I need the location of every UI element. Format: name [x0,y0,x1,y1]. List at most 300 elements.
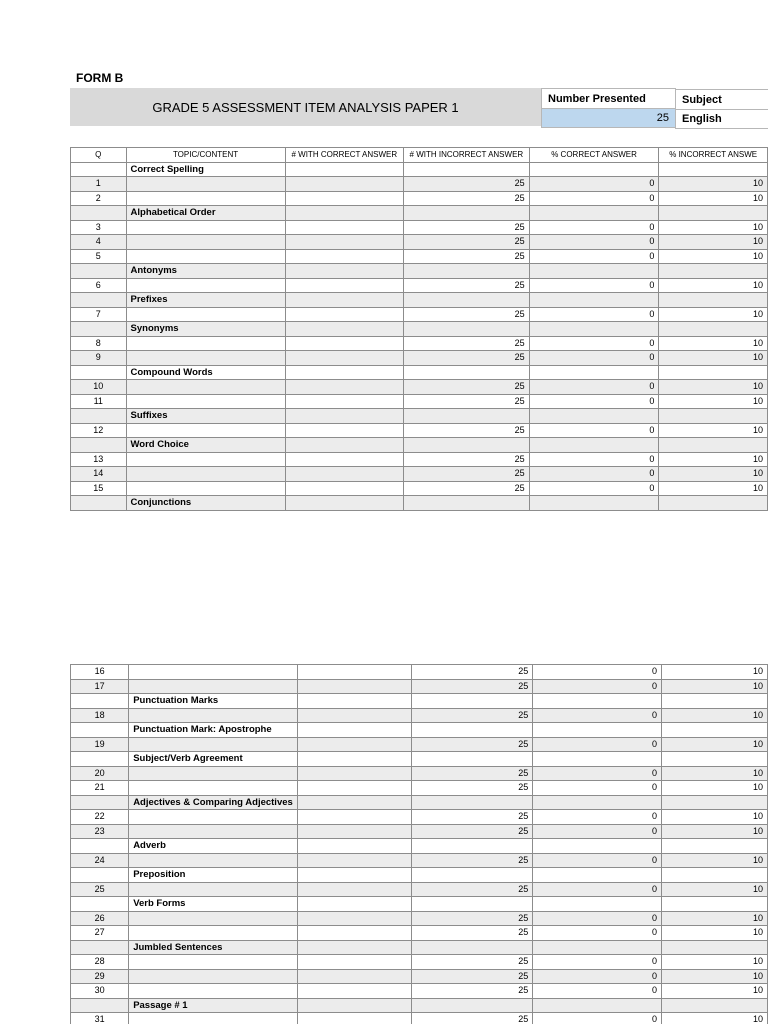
cell-incorrect-count[interactable]: 25 [411,853,532,868]
cell-percent-correct[interactable]: 0 [533,766,662,781]
cell-percent-incorrect[interactable]: 10 [659,278,768,293]
cell-incorrect-count[interactable] [411,795,532,810]
cell-percent-incorrect[interactable] [661,795,767,810]
cell-correct-count[interactable] [297,766,411,781]
cell-percent-incorrect[interactable]: 10 [661,679,767,694]
cell-question-number[interactable]: 14 [71,467,127,482]
number-presented-label[interactable]: Number Presented [541,88,676,109]
cell-percent-correct[interactable] [529,496,659,511]
cell-correct-count[interactable] [297,998,411,1013]
cell-correct-count[interactable] [297,1013,411,1024]
cell-topic[interactable] [126,336,285,351]
cell-topic[interactable] [126,394,285,409]
cell-question-number[interactable]: 11 [71,394,127,409]
cell-percent-incorrect[interactable]: 10 [659,307,768,322]
cell-question-number[interactable] [71,206,127,221]
cell-percent-correct[interactable] [529,264,659,279]
cell-incorrect-count[interactable]: 25 [411,708,532,723]
cell-question-number[interactable]: 17 [71,679,129,694]
cell-percent-incorrect[interactable] [659,496,768,511]
cell-percent-incorrect[interactable] [659,293,768,308]
cell-percent-correct[interactable]: 0 [529,423,659,438]
cell-incorrect-count[interactable]: 25 [404,423,530,438]
cell-incorrect-count[interactable] [404,162,530,177]
column-header-q[interactable]: Q [71,148,127,163]
cell-incorrect-count[interactable] [404,438,530,453]
cell-incorrect-count[interactable]: 25 [411,781,532,796]
cell-percent-correct[interactable] [529,293,659,308]
cell-topic[interactable] [129,853,298,868]
subject-label[interactable]: Subject [675,89,768,110]
cell-topic[interactable]: Punctuation Marks [129,694,298,709]
cell-topic[interactable]: Adjectives & Comparing Adjectives [129,795,298,810]
column-header-correct-count[interactable]: # WITH CORRECT ANSWER [285,148,404,163]
cell-correct-count[interactable] [285,177,404,192]
cell-percent-correct[interactable]: 0 [533,882,662,897]
cell-incorrect-count[interactable]: 25 [404,394,530,409]
cell-topic[interactable]: Synonyms [126,322,285,337]
cell-percent-correct[interactable]: 0 [529,452,659,467]
cell-correct-count[interactable] [285,394,404,409]
cell-question-number[interactable] [71,293,127,308]
cell-percent-incorrect[interactable]: 10 [661,1013,767,1024]
cell-percent-incorrect[interactable]: 10 [659,191,768,206]
cell-topic[interactable] [129,1013,298,1024]
cell-incorrect-count[interactable]: 25 [411,969,532,984]
cell-question-number[interactable]: 5 [71,249,127,264]
cell-correct-count[interactable] [297,897,411,912]
cell-percent-correct[interactable]: 0 [529,351,659,366]
cell-percent-incorrect[interactable] [661,694,767,709]
cell-percent-incorrect[interactable]: 10 [659,467,768,482]
cell-question-number[interactable]: 15 [71,481,127,496]
cell-incorrect-count[interactable]: 25 [411,665,532,680]
cell-percent-incorrect[interactable]: 10 [661,665,767,680]
cell-topic[interactable] [126,452,285,467]
cell-correct-count[interactable] [285,235,404,250]
cell-question-number[interactable]: 29 [71,969,129,984]
cell-topic[interactable] [129,665,298,680]
column-header-percent-incorrect[interactable]: % INCORRECT ANSWE [659,148,768,163]
cell-percent-correct[interactable]: 0 [533,679,662,694]
cell-incorrect-count[interactable]: 25 [404,191,530,206]
cell-incorrect-count[interactable] [411,868,532,883]
cell-question-number[interactable] [71,795,129,810]
cell-correct-count[interactable] [285,423,404,438]
cell-percent-incorrect[interactable]: 10 [661,955,767,970]
cell-incorrect-count[interactable]: 25 [404,336,530,351]
cell-question-number[interactable]: 12 [71,423,127,438]
cell-percent-correct[interactable]: 0 [533,665,662,680]
cell-incorrect-count[interactable] [404,365,530,380]
cell-correct-count[interactable] [285,249,404,264]
cell-correct-count[interactable] [297,723,411,738]
cell-incorrect-count[interactable]: 25 [404,235,530,250]
cell-question-number[interactable] [71,438,127,453]
cell-percent-incorrect[interactable]: 10 [659,380,768,395]
cell-percent-correct[interactable] [533,998,662,1013]
cell-topic[interactable] [129,882,298,897]
cell-topic[interactable]: Conjunctions [126,496,285,511]
cell-incorrect-count[interactable] [404,322,530,337]
cell-topic[interactable] [129,926,298,941]
cell-question-number[interactable]: 16 [71,665,129,680]
cell-percent-incorrect[interactable] [661,940,767,955]
cell-topic[interactable] [126,235,285,250]
cell-percent-correct[interactable]: 0 [533,984,662,999]
cell-percent-incorrect[interactable] [661,868,767,883]
cell-incorrect-count[interactable]: 25 [411,679,532,694]
cell-percent-correct[interactable] [529,322,659,337]
cell-percent-correct[interactable] [533,723,662,738]
cell-percent-correct[interactable]: 0 [529,177,659,192]
cell-topic[interactable]: Subject/Verb Agreement [129,752,298,767]
cell-incorrect-count[interactable]: 25 [404,278,530,293]
cell-percent-incorrect[interactable]: 10 [659,336,768,351]
cell-percent-correct[interactable] [529,206,659,221]
cell-topic[interactable]: Punctuation Mark: Apostrophe [129,723,298,738]
cell-percent-incorrect[interactable]: 10 [661,824,767,839]
cell-topic[interactable] [129,708,298,723]
cell-percent-correct[interactable]: 0 [529,191,659,206]
cell-topic[interactable] [126,191,285,206]
cell-topic[interactable] [129,810,298,825]
cell-percent-incorrect[interactable] [661,723,767,738]
cell-question-number[interactable]: 23 [71,824,129,839]
cell-percent-correct[interactable]: 0 [529,307,659,322]
cell-question-number[interactable]: 2 [71,191,127,206]
cell-topic[interactable]: Preposition [129,868,298,883]
cell-correct-count[interactable] [285,206,404,221]
cell-percent-correct[interactable]: 0 [533,969,662,984]
cell-percent-correct[interactable] [529,438,659,453]
cell-question-number[interactable]: 27 [71,926,129,941]
cell-incorrect-count[interactable]: 25 [411,955,532,970]
cell-correct-count[interactable] [297,781,411,796]
cell-percent-incorrect[interactable]: 10 [661,969,767,984]
cell-correct-count[interactable] [297,752,411,767]
cell-topic[interactable] [129,955,298,970]
cell-percent-correct[interactable]: 0 [533,824,662,839]
cell-percent-correct[interactable]: 0 [529,380,659,395]
cell-correct-count[interactable] [285,452,404,467]
cell-correct-count[interactable] [285,365,404,380]
cell-question-number[interactable] [71,940,129,955]
cell-percent-correct[interactable]: 0 [533,955,662,970]
cell-percent-correct[interactable] [529,409,659,424]
cell-correct-count[interactable] [285,293,404,308]
cell-incorrect-count[interactable]: 25 [404,220,530,235]
cell-percent-incorrect[interactable]: 10 [661,926,767,941]
cell-percent-incorrect[interactable] [659,438,768,453]
cell-question-number[interactable] [71,897,129,912]
cell-question-number[interactable]: 28 [71,955,129,970]
cell-topic[interactable] [126,220,285,235]
cell-topic[interactable] [129,969,298,984]
cell-question-number[interactable] [71,409,127,424]
cell-topic[interactable] [129,766,298,781]
cell-correct-count[interactable] [285,162,404,177]
cell-correct-count[interactable] [297,868,411,883]
cell-percent-correct[interactable]: 0 [529,235,659,250]
cell-question-number[interactable]: 6 [71,278,127,293]
cell-percent-correct[interactable] [533,839,662,854]
cell-correct-count[interactable] [297,824,411,839]
cell-percent-incorrect[interactable]: 10 [659,249,768,264]
cell-incorrect-count[interactable] [411,998,532,1013]
cell-topic[interactable] [129,679,298,694]
cell-question-number[interactable]: 10 [71,380,127,395]
cell-incorrect-count[interactable]: 25 [411,882,532,897]
cell-percent-correct[interactable]: 0 [529,481,659,496]
cell-question-number[interactable] [71,496,127,511]
cell-correct-count[interactable] [297,969,411,984]
cell-percent-incorrect[interactable] [659,264,768,279]
cell-correct-count[interactable] [297,940,411,955]
cell-correct-count[interactable] [297,679,411,694]
cell-question-number[interactable]: 8 [71,336,127,351]
cell-percent-incorrect[interactable]: 10 [659,394,768,409]
cell-percent-correct[interactable] [533,897,662,912]
cell-percent-correct[interactable]: 0 [529,220,659,235]
cell-question-number[interactable] [71,694,129,709]
cell-question-number[interactable] [71,162,127,177]
column-header-percent-correct[interactable]: % CORRECT ANSWER [529,148,659,163]
cell-percent-correct[interactable]: 0 [529,336,659,351]
cell-percent-incorrect[interactable]: 10 [661,708,767,723]
cell-incorrect-count[interactable]: 25 [411,1013,532,1024]
number-presented-value[interactable]: 25 [541,108,676,128]
cell-question-number[interactable]: 7 [71,307,127,322]
cell-percent-incorrect[interactable] [661,998,767,1013]
cell-question-number[interactable]: 4 [71,235,127,250]
cell-question-number[interactable] [71,264,127,279]
cell-percent-correct[interactable]: 0 [533,708,662,723]
cell-topic[interactable] [129,984,298,999]
cell-question-number[interactable]: 31 [71,1013,129,1024]
cell-topic[interactable] [129,824,298,839]
cell-percent-incorrect[interactable] [661,839,767,854]
cell-percent-correct[interactable]: 0 [533,810,662,825]
cell-percent-correct[interactable]: 0 [533,926,662,941]
cell-incorrect-count[interactable]: 25 [404,467,530,482]
cell-percent-correct[interactable]: 0 [529,467,659,482]
cell-topic[interactable] [126,423,285,438]
cell-incorrect-count[interactable] [411,723,532,738]
cell-topic[interactable] [129,781,298,796]
cell-percent-incorrect[interactable]: 10 [659,481,768,496]
column-header-topic[interactable]: TOPIC/CONTENT [126,148,285,163]
cell-question-number[interactable]: 24 [71,853,129,868]
cell-percent-incorrect[interactable]: 10 [659,423,768,438]
cell-percent-incorrect[interactable] [659,365,768,380]
cell-correct-count[interactable] [285,496,404,511]
cell-correct-count[interactable] [297,911,411,926]
cell-percent-correct[interactable] [533,868,662,883]
cell-correct-count[interactable] [285,220,404,235]
cell-incorrect-count[interactable]: 25 [404,452,530,467]
cell-topic[interactable]: Compound Words [126,365,285,380]
cell-topic[interactable]: Antonyms [126,264,285,279]
cell-percent-correct[interactable]: 0 [533,853,662,868]
cell-topic[interactable] [126,481,285,496]
cell-percent-correct[interactable]: 0 [529,394,659,409]
cell-correct-count[interactable] [297,955,411,970]
cell-question-number[interactable]: 18 [71,708,129,723]
cell-correct-count[interactable] [285,278,404,293]
cell-incorrect-count[interactable]: 25 [411,737,532,752]
cell-correct-count[interactable] [297,882,411,897]
cell-incorrect-count[interactable]: 25 [411,984,532,999]
cell-topic[interactable]: Alphabetical Order [126,206,285,221]
cell-question-number[interactable]: 13 [71,452,127,467]
cell-percent-incorrect[interactable]: 10 [659,177,768,192]
cell-correct-count[interactable] [297,853,411,868]
cell-percent-correct[interactable]: 0 [533,781,662,796]
cell-correct-count[interactable] [285,481,404,496]
cell-question-number[interactable]: 19 [71,737,129,752]
cell-percent-correct[interactable] [533,694,662,709]
cell-correct-count[interactable] [285,467,404,482]
cell-topic[interactable] [129,911,298,926]
cell-percent-incorrect[interactable]: 10 [661,810,767,825]
cell-percent-correct[interactable] [533,795,662,810]
cell-percent-correct[interactable]: 0 [533,737,662,752]
cell-question-number[interactable] [71,868,129,883]
cell-percent-incorrect[interactable]: 10 [659,235,768,250]
cell-topic[interactable] [126,177,285,192]
cell-question-number[interactable]: 30 [71,984,129,999]
cell-percent-correct[interactable]: 0 [533,1013,662,1024]
cell-correct-count[interactable] [285,264,404,279]
cell-percent-incorrect[interactable] [659,206,768,221]
cell-percent-correct[interactable]: 0 [533,911,662,926]
cell-percent-incorrect[interactable] [661,752,767,767]
cell-percent-incorrect[interactable]: 10 [661,853,767,868]
cell-correct-count[interactable] [297,708,411,723]
cell-incorrect-count[interactable] [404,409,530,424]
cell-topic[interactable]: Verb Forms [129,897,298,912]
cell-incorrect-count[interactable] [411,897,532,912]
cell-topic[interactable] [126,467,285,482]
cell-topic[interactable] [126,307,285,322]
cell-question-number[interactable] [71,998,129,1013]
cell-correct-count[interactable] [285,336,404,351]
cell-correct-count[interactable] [297,810,411,825]
cell-correct-count[interactable] [285,322,404,337]
cell-incorrect-count[interactable]: 25 [404,249,530,264]
cell-percent-correct[interactable] [529,162,659,177]
cell-topic[interactable] [126,249,285,264]
cell-incorrect-count[interactable]: 25 [404,380,530,395]
cell-topic[interactable] [126,278,285,293]
cell-topic[interactable] [129,737,298,752]
cell-question-number[interactable]: 22 [71,810,129,825]
cell-correct-count[interactable] [285,191,404,206]
cell-percent-correct[interactable] [533,752,662,767]
cell-correct-count[interactable] [285,380,404,395]
cell-incorrect-count[interactable]: 25 [404,177,530,192]
cell-incorrect-count[interactable] [404,206,530,221]
cell-correct-count[interactable] [297,984,411,999]
cell-topic[interactable]: Suffixes [126,409,285,424]
cell-correct-count[interactable] [297,665,411,680]
cell-topic[interactable]: Prefixes [126,293,285,308]
cell-correct-count[interactable] [297,839,411,854]
cell-incorrect-count[interactable]: 25 [411,911,532,926]
cell-question-number[interactable]: 1 [71,177,127,192]
column-header-incorrect-count[interactable]: # WITH INCORRECT ANSWER [404,148,530,163]
cell-question-number[interactable] [71,322,127,337]
cell-percent-incorrect[interactable] [659,322,768,337]
cell-percent-incorrect[interactable]: 10 [659,452,768,467]
cell-percent-incorrect[interactable]: 10 [661,781,767,796]
cell-question-number[interactable] [71,723,129,738]
cell-incorrect-count[interactable] [411,752,532,767]
cell-incorrect-count[interactable]: 25 [404,481,530,496]
cell-percent-incorrect[interactable] [659,162,768,177]
cell-question-number[interactable]: 20 [71,766,129,781]
cell-incorrect-count[interactable] [411,694,532,709]
cell-incorrect-count[interactable] [404,264,530,279]
cell-incorrect-count[interactable]: 25 [404,351,530,366]
cell-incorrect-count[interactable]: 25 [404,307,530,322]
cell-topic[interactable]: Adverb [129,839,298,854]
cell-topic[interactable] [126,351,285,366]
cell-percent-incorrect[interactable]: 10 [659,351,768,366]
cell-incorrect-count[interactable]: 25 [411,824,532,839]
subject-value[interactable]: English [675,109,768,129]
cell-percent-incorrect[interactable]: 10 [661,911,767,926]
cell-percent-incorrect[interactable] [659,409,768,424]
cell-percent-correct[interactable] [529,365,659,380]
cell-topic[interactable]: Correct Spelling [126,162,285,177]
cell-incorrect-count[interactable] [404,496,530,511]
cell-percent-incorrect[interactable] [661,897,767,912]
cell-question-number[interactable]: 9 [71,351,127,366]
cell-percent-correct[interactable]: 0 [529,278,659,293]
cell-topic[interactable] [126,380,285,395]
cell-incorrect-count[interactable] [411,839,532,854]
cell-topic[interactable]: Jumbled Sentences [129,940,298,955]
cell-question-number[interactable]: 3 [71,220,127,235]
cell-topic[interactable]: Word Choice [126,438,285,453]
cell-question-number[interactable]: 26 [71,911,129,926]
cell-incorrect-count[interactable] [411,940,532,955]
cell-topic[interactable]: Passage # 1 [129,998,298,1013]
cell-incorrect-count[interactable]: 25 [411,926,532,941]
cell-correct-count[interactable] [285,438,404,453]
cell-percent-correct[interactable] [533,940,662,955]
cell-incorrect-count[interactable]: 25 [411,810,532,825]
cell-percent-incorrect[interactable]: 10 [659,220,768,235]
cell-incorrect-count[interactable]: 25 [411,766,532,781]
cell-percent-incorrect[interactable]: 10 [661,882,767,897]
cell-question-number[interactable] [71,365,127,380]
cell-question-number[interactable]: 25 [71,882,129,897]
cell-correct-count[interactable] [297,737,411,752]
cell-percent-incorrect[interactable]: 10 [661,766,767,781]
cell-correct-count[interactable] [285,351,404,366]
report-title-cell[interactable] [70,88,541,126]
cell-question-number[interactable]: 21 [71,781,129,796]
cell-correct-count[interactable] [297,795,411,810]
cell-correct-count[interactable] [285,307,404,322]
cell-correct-count[interactable] [297,694,411,709]
cell-question-number[interactable] [71,752,129,767]
cell-percent-incorrect[interactable]: 10 [661,984,767,999]
cell-correct-count[interactable] [297,926,411,941]
